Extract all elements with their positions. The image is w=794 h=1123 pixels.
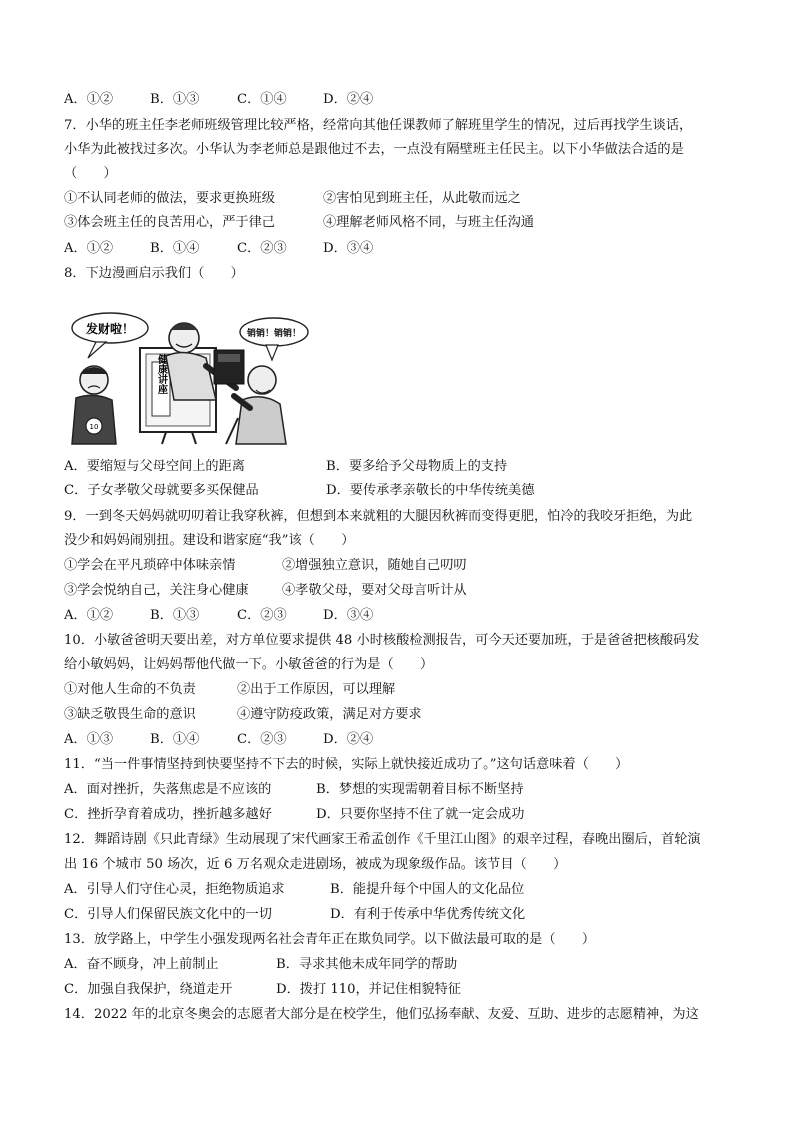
q9-stem-line2: 没少和妈妈闹别扭。建设和谐家庭“我”该（ ） — [64, 533, 355, 548]
q6-option-c: C．①④ — [237, 92, 287, 107]
billboard-text: 健康讲座 — [155, 354, 167, 394]
q7-option-d: D．③④ — [323, 241, 374, 256]
q7-stem-line1: 7．小华的班主任李老师班级管理比较严格，经常向其他任课教师了解班里学生的情况，过后再找学生谈话， — [64, 118, 693, 133]
q9-statement-1: ①学会在平凡琐碎中体味亲情 — [64, 558, 236, 573]
q7-statement-4: ④理解老师风格不同，与班主任沟通 — [323, 215, 534, 230]
q11-option-c: C．挫折孕育着成功，挫折越多越好 — [64, 807, 272, 822]
q13-option-c: C．加强自我保护，绕道走开 — [64, 982, 233, 997]
q7-stem-line2: 小华为此被找过多次。小华认为李老师总是跟他过不去，一点没有隔壁班主任民主。以下小华做法合适的是 — [64, 142, 684, 157]
q7-statement-1: ①不认同老师的做法，要求更换班级 — [64, 191, 275, 206]
q7-option-a: A．①② — [64, 241, 114, 256]
q9-statement-4: ④孝敬父母，要对父母言听计从 — [282, 583, 467, 598]
q10-statement-4: ④遵守防疫政策，满足对方要求 — [237, 707, 422, 722]
q11-option-d: D．只要你坚持不住了就一定会成功 — [316, 807, 525, 822]
q10-option-d: D．②④ — [323, 732, 374, 747]
q7-answer-blank: （ ） — [64, 166, 117, 181]
q13-option-a: A．奋不顾身，冲上前制止 — [64, 957, 219, 972]
q12-stem-line1: 12．舞蹈诗剧《只此青绿》生动展现了宋代画家王希孟创作《千里江山图》的艰辛过程，春晚出圈后，首轮演 — [64, 832, 701, 847]
q9-statement-2: ②增强独立意识，随她自己叨叨 — [282, 558, 467, 573]
q10-option-b: B．①④ — [150, 732, 200, 747]
q7-statement-2: ②害怕见到班主任，从此敬而远之 — [323, 191, 521, 206]
q7-option-c: C．②③ — [237, 241, 287, 256]
q9-option-d: D．③④ — [323, 608, 374, 623]
speech-bubble-left — [72, 313, 148, 358]
q6-option-d: D．②④ — [323, 92, 374, 107]
cartoon-illustration — [66, 308, 310, 446]
product-box — [214, 350, 244, 384]
q8-option-b: B．要多给予父母物质上的支持 — [326, 459, 508, 474]
q11-option-a: A．面对挫折，失落焦虑是不应该的 — [64, 782, 272, 797]
worried-man-figure — [72, 366, 116, 444]
q6-option-b: B．①③ — [150, 92, 200, 107]
q9-option-a: A．①② — [64, 608, 114, 623]
q11-option-b: B．梦想的实现需朝着目标不断坚持 — [316, 782, 524, 797]
q9-option-b: B．①③ — [150, 608, 200, 623]
q10-statement-1: ①对他人生命的不负责 — [64, 682, 196, 697]
q10-statement-2: ②出于工作原因，可以理解 — [237, 682, 396, 697]
q12-stem-line2: 出 16 个城市 50 场次，近 6 万名观众走进剧场，被成为现象级作品。该节目（ ） — [64, 857, 567, 872]
q10-option-a: A．①③ — [64, 732, 114, 747]
q7-option-b: B．①④ — [150, 241, 200, 256]
q10-statement-3: ③缺乏敬畏生命的意识 — [64, 707, 196, 722]
q9-stem-line1: 9．一到冬天妈妈就叨叨着让我穿秋裤，但想到本来就粗的大腿因秋裤而变得更肥，怕冷的我咬牙拒绝，为此 — [64, 509, 693, 524]
q8-option-a: A．要缩短与父母空间上的距离 — [64, 459, 245, 474]
q10-stem-line1: 10．小敏爸爸明天要出差，对方单位要求提供 48 小时核酸检测报告，可今天还要加班，于是爸爸把核酸码发 — [64, 633, 700, 648]
q9-statement-3: ③学会悦纳自己，关注身心健康 — [64, 583, 249, 598]
q13-option-b: B．寻求其他未成年同学的帮助 — [276, 957, 458, 972]
q12-option-d: D．有利于传承中华优秀传统文化 — [330, 907, 526, 922]
q12-option-c: C．引导人们保留民族文化中的一切 — [64, 907, 272, 922]
q9-option-c: C．②③ — [237, 608, 287, 623]
q10-stem-line2: 给小敏妈妈，让妈妈帮他代做一下。小敏爸爸的行为是（ ） — [64, 657, 434, 672]
q12-option-b: B．能提升每个中国人的文化品位 — [330, 882, 525, 897]
q6-option-a: A．①② — [64, 92, 114, 107]
q11-stem: 11．“当一件事情坚持到快要坚持不下去的时候，实际上就快接近成功了。”这句话意味着（ ） — [64, 757, 629, 772]
bubble-right-text: 销销！销销！ — [246, 329, 302, 339]
bubble-left-text: 发财啦！ — [85, 322, 135, 336]
q7-statement-3: ③体会班主任的良苦用心，严于律己 — [64, 215, 275, 230]
q14-stem-line1: 14．2022 年的北京冬奥会的志愿者大部分是在校学生，他们弘扬奉献、友爱、互助、进步的志愿精神，为这 — [64, 1007, 699, 1022]
q12-option-a: A．引导人们守住心灵，拒绝物质追求 — [64, 882, 285, 897]
q13-stem: 13．放学路上，中学生小强发现两名社会青年正在欺负同学。以下做法最可取的是（ ） — [64, 932, 596, 947]
q8-option-c: C．子女孝敬父母就要多买保健品 — [64, 483, 259, 498]
speech-bubble-right — [240, 318, 308, 360]
svg-text:10: 10 — [89, 423, 99, 431]
q8-stem: 8．下边漫画启示我们（ ） — [64, 266, 244, 281]
q13-option-d: D．拨打 110，并记住相貌特征 — [276, 982, 461, 997]
q10-option-c: C．②③ — [237, 732, 287, 747]
q8-option-d: D．要传承孝亲敬长的中华传统美德 — [326, 483, 535, 498]
